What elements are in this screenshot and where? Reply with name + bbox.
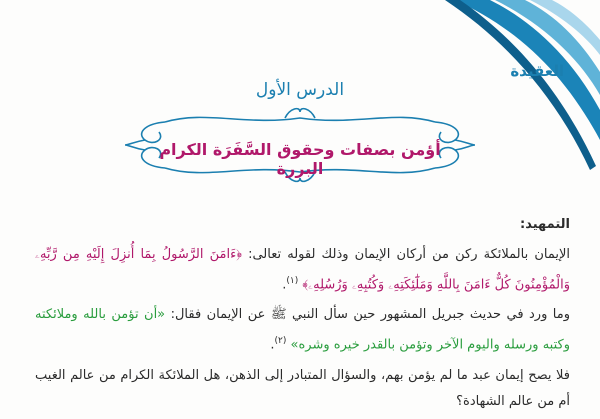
intro-heading: التمهيد: (520, 217, 570, 232)
footnote-ref: (٢) (274, 336, 287, 347)
lesson-number: الدرس الأول (255, 80, 345, 100)
paragraph-hadith-jibril: وما ورد في حديث جبريل المشهور حين سأل النبي ﷺ عن الإيمان فقال: «أن تؤمن بالله وملائكته وكتبه ورسله واليوم الآخر وتؤمن بالقدر خيره وشره» $^{(٢)}$. (35, 307, 570, 353)
paragraph-text: الإيمان بالملائكة ركن من أركان الإيمان وذلك لقوله تعالى: (248, 247, 570, 262)
paragraph-angels-pillar: الإيمان بالملائكة ركن من أركان الإيمان وذلك لقوله تعالى: ﴿ءَامَنَ الرَّسُولُ بِمَا أُنزِلَ إِلَيْهِ مِن رَّبِّهِۦ وَالْمُؤْمِنُونَ كُلٌّ ءَامَنَ بِاللَّهِ وَمَلَٰٓئِكَتِهِۦ وَكُتُبِهِۦ وَرُسُلِهِۦ﴾ $^{(١)}$. (35, 247, 570, 293)
hadith-quote: «أن تؤمن بالله وملائكته وكتبه ورسله واليوم الآخر وتؤمن بالقدر خيره وشره» (35, 307, 570, 353)
lesson-title: أؤمن بصفات وحقوق السَّفَرَة الكرام البررة (159, 140, 441, 178)
lesson-body (35, 212, 570, 419)
quran-verse: ﴿ءَامَنَ الرَّسُولُ بِمَا أُنزِلَ إِلَيْهِ مِن رَّبِّهِۦ وَالْمُؤْمِنُونَ كُلٌّ ءَامَنَ بِاللَّهِ وَمَلَٰٓئِكَتِهِۦ وَكُتُبِهِۦ وَرُسُلِهِۦ﴾ (35, 247, 570, 293)
paragraph-question: فلا يصح إيمان عبد ما لم يؤمن بهم، والسؤال المتبادر إلى الذهن، هل الملائكة الكرام من عالم الغيب أم من عالم الشهادة؟ (35, 367, 570, 409)
footnote-ref: (١) (286, 276, 299, 286)
paragraph-text: وما ورد في حديث جبريل المشهور حين سأل النبي ﷺ عن الإيمان فقال: (170, 307, 570, 323)
subject-category: العقيدة (510, 62, 564, 80)
